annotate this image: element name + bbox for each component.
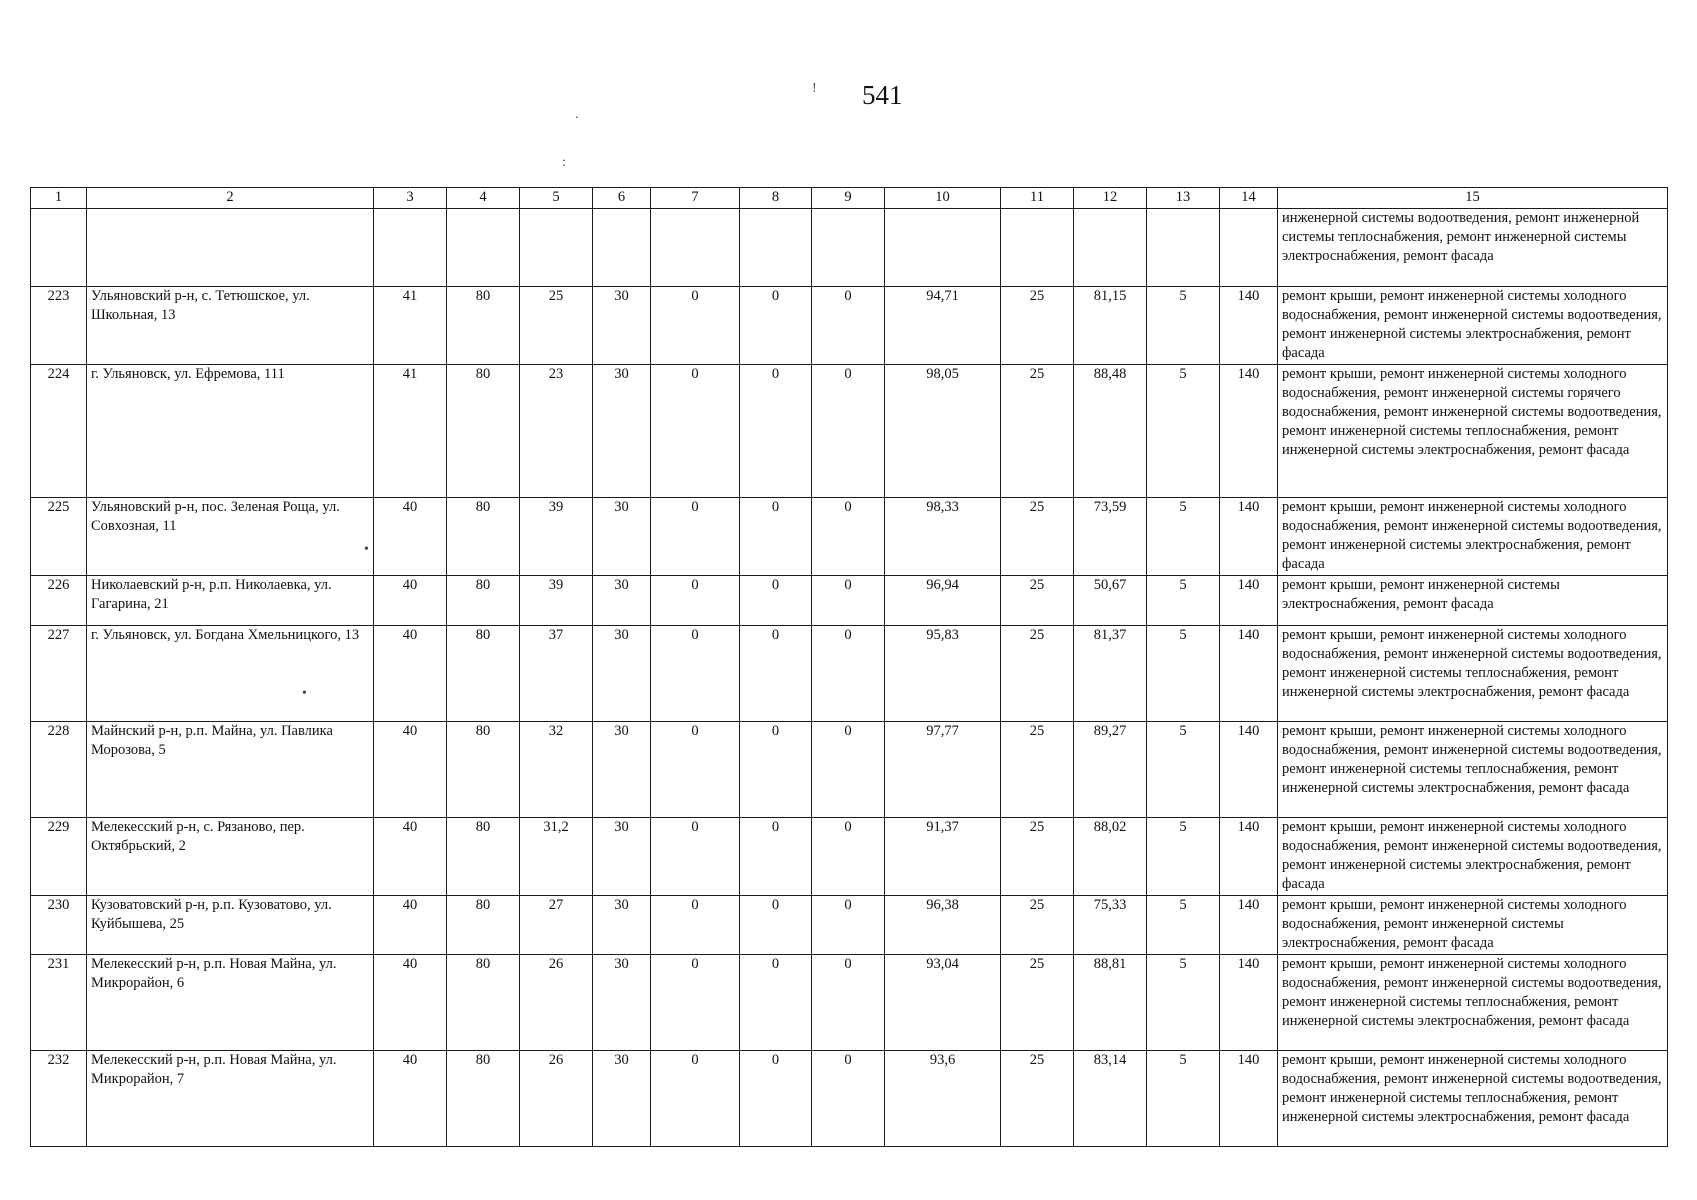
value-cell: 25 — [1001, 626, 1074, 722]
value-cell: 140 — [1220, 818, 1278, 896]
value-cell: 40 — [374, 896, 447, 955]
empty-cell — [740, 209, 812, 287]
value-cell: 140 — [1220, 955, 1278, 1051]
value-cell: 80 — [447, 818, 520, 896]
column-header: 13 — [1147, 188, 1220, 209]
empty-cell — [520, 209, 593, 287]
empty-cell — [447, 209, 520, 287]
value-cell: 30 — [593, 576, 651, 626]
value-cell: 25 — [1001, 576, 1074, 626]
value-cell: 0 — [740, 498, 812, 576]
value-cell: 5 — [1147, 896, 1220, 955]
value-cell: 81,37 — [1074, 626, 1147, 722]
row-number: 227 — [31, 626, 87, 722]
address-cell: Николаевский р-н, р.п. Николаевка, ул. Гагарина, 21 — [87, 576, 374, 626]
column-header: 6 — [593, 188, 651, 209]
value-cell: 0 — [740, 287, 812, 365]
value-cell: 0 — [740, 818, 812, 896]
value-cell: 0 — [812, 818, 885, 896]
value-cell: 25 — [1001, 722, 1074, 818]
value-cell: 96,94 — [885, 576, 1001, 626]
address-cell: Мелекесский р-н, р.п. Новая Майна, ул. Микрорайон, 7 — [87, 1051, 374, 1147]
column-header: 1 — [31, 188, 87, 209]
value-cell: 140 — [1220, 365, 1278, 498]
works-cell: ремонт крыши, ремонт инженерной системы холодного водоснабжения, ремонт инженерной системы водоотведения, ремонт инженерной системы теплоснабжения, ремонт инженерной системы электроснабжения, ремонт фасада — [1278, 1051, 1668, 1147]
table-row — [31, 626, 1668, 722]
value-cell: 30 — [593, 1051, 651, 1147]
empty-cell — [1074, 209, 1147, 287]
value-cell: 30 — [593, 818, 651, 896]
value-cell: 80 — [447, 287, 520, 365]
value-cell: 5 — [1147, 287, 1220, 365]
value-cell: 40 — [374, 498, 447, 576]
address-cell: Мелекесский р-н, р.п. Новая Майна, ул. Микрорайон, 6 — [87, 955, 374, 1051]
works-cell: ремонт крыши, ремонт инженерной системы холодного водоснабжения, ремонт инженерной системы водоотведения, ремонт инженерной системы теплоснабжения, ремонт инженерной системы электроснабжения, ремонт фасада — [1278, 955, 1668, 1051]
address-cell: Кузоватовский р-н, р.п. Кузоватово, ул. Куйбышева, 25 — [87, 896, 374, 955]
table-row — [31, 955, 1668, 1051]
value-cell: 40 — [374, 576, 447, 626]
value-cell: 5 — [1147, 576, 1220, 626]
value-cell: 40 — [374, 1051, 447, 1147]
value-cell: 0 — [740, 626, 812, 722]
header-row — [31, 188, 1668, 209]
value-cell: 0 — [812, 576, 885, 626]
row-number: 230 — [31, 896, 87, 955]
value-cell: 26 — [520, 955, 593, 1051]
value-cell: 80 — [447, 896, 520, 955]
value-cell: 25 — [1001, 1051, 1074, 1147]
table-row — [31, 722, 1668, 818]
row-number: 223 — [31, 287, 87, 365]
value-cell: 30 — [593, 287, 651, 365]
empty-cell — [593, 209, 651, 287]
column-header: 9 — [812, 188, 885, 209]
scan-mark: • — [302, 686, 307, 701]
value-cell: 41 — [374, 287, 447, 365]
value-cell: 0 — [651, 896, 740, 955]
value-cell: 75,33 — [1074, 896, 1147, 955]
value-cell: 97,77 — [885, 722, 1001, 818]
value-cell: 27 — [520, 896, 593, 955]
value-cell: 25 — [1001, 498, 1074, 576]
value-cell: 80 — [447, 1051, 520, 1147]
address-cell: Мелекесский р-н, с. Рязаново, пер. Октябрьский, 2 — [87, 818, 374, 896]
value-cell: 23 — [520, 365, 593, 498]
column-header: 15 — [1278, 188, 1668, 209]
column-header: 14 — [1220, 188, 1278, 209]
column-header: 12 — [1074, 188, 1147, 209]
value-cell: 25 — [1001, 365, 1074, 498]
row-number: 232 — [31, 1051, 87, 1147]
value-cell: 140 — [1220, 576, 1278, 626]
value-cell: 0 — [740, 955, 812, 1051]
value-cell: 30 — [593, 722, 651, 818]
value-cell: 80 — [447, 365, 520, 498]
works-cell: ремонт крыши, ремонт инженерной системы холодного водоснабжения, ремонт инженерной системы водоотведения, ремонт инженерной системы электроснабжения, ремонт фасада — [1278, 287, 1668, 365]
empty-cell — [1147, 209, 1220, 287]
row-number: 225 — [31, 498, 87, 576]
value-cell: 0 — [812, 1051, 885, 1147]
scan-mark: . — [575, 107, 579, 122]
empty-cell — [87, 209, 374, 287]
value-cell: 5 — [1147, 818, 1220, 896]
value-cell: 0 — [651, 955, 740, 1051]
value-cell: 39 — [520, 498, 593, 576]
value-cell: 40 — [374, 626, 447, 722]
value-cell: 0 — [651, 498, 740, 576]
scan-mark: • — [364, 542, 369, 557]
value-cell: 73,59 — [1074, 498, 1147, 576]
value-cell: 0 — [651, 1051, 740, 1147]
column-header: 4 — [447, 188, 520, 209]
value-cell: 80 — [447, 722, 520, 818]
value-cell: 5 — [1147, 365, 1220, 498]
value-cell: 30 — [593, 955, 651, 1051]
table-row — [31, 576, 1668, 626]
address-cell: Ульяновский р-н, с. Тетюшское, ул. Школьная, 13 — [87, 287, 374, 365]
value-cell: 39 — [520, 576, 593, 626]
value-cell: 50,67 — [1074, 576, 1147, 626]
value-cell: 5 — [1147, 626, 1220, 722]
value-cell: 0 — [812, 722, 885, 818]
value-cell: 0 — [812, 287, 885, 365]
value-cell: 0 — [812, 955, 885, 1051]
empty-cell — [1001, 209, 1074, 287]
value-cell: 88,81 — [1074, 955, 1147, 1051]
value-cell: 5 — [1147, 722, 1220, 818]
value-cell: 94,71 — [885, 287, 1001, 365]
value-cell: 0 — [740, 365, 812, 498]
works-cell: ремонт крыши, ремонт инженерной системы холодного водоснабжения, ремонт инженерной системы водоотведения, ремонт инженерной системы электроснабжения, ремонт фасада — [1278, 498, 1668, 576]
empty-cell — [651, 209, 740, 287]
value-cell: 0 — [651, 287, 740, 365]
value-cell: 83,14 — [1074, 1051, 1147, 1147]
works-cell: ремонт крыши, ремонт инженерной системы электроснабжения, ремонт фасада — [1278, 576, 1668, 626]
table-row — [31, 1051, 1668, 1147]
empty-cell — [31, 209, 87, 287]
value-cell: 80 — [447, 576, 520, 626]
row-number: 226 — [31, 576, 87, 626]
column-header: 8 — [740, 188, 812, 209]
column-header: 3 — [374, 188, 447, 209]
works-cell: ремонт крыши, ремонт инженерной системы холодного водоснабжения, ремонт инженерной системы водоотведения, ремонт инженерной системы электроснабжения, ремонт фасада — [1278, 818, 1668, 896]
value-cell: 25 — [1001, 818, 1074, 896]
value-cell: 140 — [1220, 498, 1278, 576]
column-header: 10 — [885, 188, 1001, 209]
empty-cell — [885, 209, 1001, 287]
works-cell: ремонт крыши, ремонт инженерной системы холодного водоснабжения, ремонт инженерной системы водоотведения, ремонт инженерной системы теплоснабжения, ремонт инженерной системы электроснабжения, ремонт фасада — [1278, 626, 1668, 722]
value-cell: 25 — [1001, 955, 1074, 1051]
address-cell: г. Ульяновск, ул. Ефремова, 111 — [87, 365, 374, 498]
table-row — [31, 896, 1668, 955]
value-cell: 26 — [520, 1051, 593, 1147]
table-row — [31, 365, 1668, 498]
value-cell: 30 — [593, 498, 651, 576]
address-cell: г. Ульяновск, ул. Богдана Хмельницкого, 13 — [87, 626, 374, 722]
value-cell: 0 — [651, 365, 740, 498]
value-cell: 5 — [1147, 955, 1220, 1051]
value-cell: 95,83 — [885, 626, 1001, 722]
scan-mark: : — [562, 155, 566, 170]
value-cell: 89,27 — [1074, 722, 1147, 818]
value-cell: 93,04 — [885, 955, 1001, 1051]
value-cell: 0 — [651, 576, 740, 626]
continuation-row — [31, 209, 1668, 287]
housing-repair-table — [30, 187, 1668, 1147]
value-cell: 140 — [1220, 722, 1278, 818]
value-cell: 37 — [520, 626, 593, 722]
value-cell: 140 — [1220, 1051, 1278, 1147]
table-row — [31, 498, 1668, 576]
value-cell: 80 — [447, 626, 520, 722]
value-cell: 0 — [812, 896, 885, 955]
works-cell: ремонт крыши, ремонт инженерной системы холодного водоснабжения, ремонт инженерной системы электроснабжения, ремонт фасада — [1278, 896, 1668, 955]
column-header: 11 — [1001, 188, 1074, 209]
value-cell: 0 — [740, 576, 812, 626]
table-row — [31, 287, 1668, 365]
value-cell: 0 — [812, 498, 885, 576]
works-cell: инженерной системы водоотведения, ремонт инженерной системы теплоснабжения, ремонт инженерной системы электроснабжения, ремонт фасада — [1278, 209, 1668, 287]
empty-cell — [812, 209, 885, 287]
page-number: 541 — [862, 80, 903, 110]
value-cell: 93,6 — [885, 1051, 1001, 1147]
value-cell: 40 — [374, 722, 447, 818]
row-number: 231 — [31, 955, 87, 1051]
value-cell: 25 — [520, 287, 593, 365]
value-cell: 32 — [520, 722, 593, 818]
value-cell: 140 — [1220, 896, 1278, 955]
works-cell: ремонт крыши, ремонт инженерной системы холодного водоснабжения, ремонт инженерной системы горячего водоснабжения, ремонт инженерной системы водоотведения, ремонт инженерной системы теплоснабжения, ремонт инженерной системы электроснабжения, ремонт фасада — [1278, 365, 1668, 498]
value-cell: 40 — [374, 955, 447, 1051]
value-cell: 140 — [1220, 626, 1278, 722]
address-cell: Майнский р-н, р.п. Майна, ул. Павлика Морозова, 5 — [87, 722, 374, 818]
value-cell: 0 — [740, 722, 812, 818]
value-cell: 0 — [740, 896, 812, 955]
empty-cell — [374, 209, 447, 287]
value-cell: 88,48 — [1074, 365, 1147, 498]
value-cell: 0 — [812, 626, 885, 722]
works-cell: ремонт крыши, ремонт инженерной системы холодного водоснабжения, ремонт инженерной системы водоотведения, ремонт инженерной системы теплоснабжения, ремонт инженерной системы электроснабжения, ремонт фасада — [1278, 722, 1668, 818]
scan-mark: ! — [812, 81, 817, 96]
value-cell: 0 — [651, 722, 740, 818]
value-cell: 30 — [593, 896, 651, 955]
empty-cell — [1220, 209, 1278, 287]
value-cell: 98,05 — [885, 365, 1001, 498]
value-cell: 0 — [651, 818, 740, 896]
value-cell: 80 — [447, 498, 520, 576]
value-cell: 31,2 — [520, 818, 593, 896]
value-cell: 0 — [740, 1051, 812, 1147]
value-cell: 80 — [447, 955, 520, 1051]
value-cell: 5 — [1147, 498, 1220, 576]
value-cell: 40 — [374, 818, 447, 896]
value-cell: 5 — [1147, 1051, 1220, 1147]
value-cell: 91,37 — [885, 818, 1001, 896]
column-header: 7 — [651, 188, 740, 209]
value-cell: 25 — [1001, 896, 1074, 955]
column-header: 2 — [87, 188, 374, 209]
column-header: 5 — [520, 188, 593, 209]
value-cell: 81,15 — [1074, 287, 1147, 365]
value-cell: 98,33 — [885, 498, 1001, 576]
value-cell: 88,02 — [1074, 818, 1147, 896]
value-cell: 30 — [593, 626, 651, 722]
value-cell: 140 — [1220, 287, 1278, 365]
row-number: 224 — [31, 365, 87, 498]
value-cell: 0 — [651, 626, 740, 722]
table-row — [31, 818, 1668, 896]
address-cell: Ульяновский р-н, пос. Зеленая Роща, ул. Совхозная, 11 — [87, 498, 374, 576]
value-cell: 25 — [1001, 287, 1074, 365]
value-cell: 0 — [812, 365, 885, 498]
row-number: 228 — [31, 722, 87, 818]
value-cell: 96,38 — [885, 896, 1001, 955]
row-number: 229 — [31, 818, 87, 896]
value-cell: 30 — [593, 365, 651, 498]
value-cell: 41 — [374, 365, 447, 498]
